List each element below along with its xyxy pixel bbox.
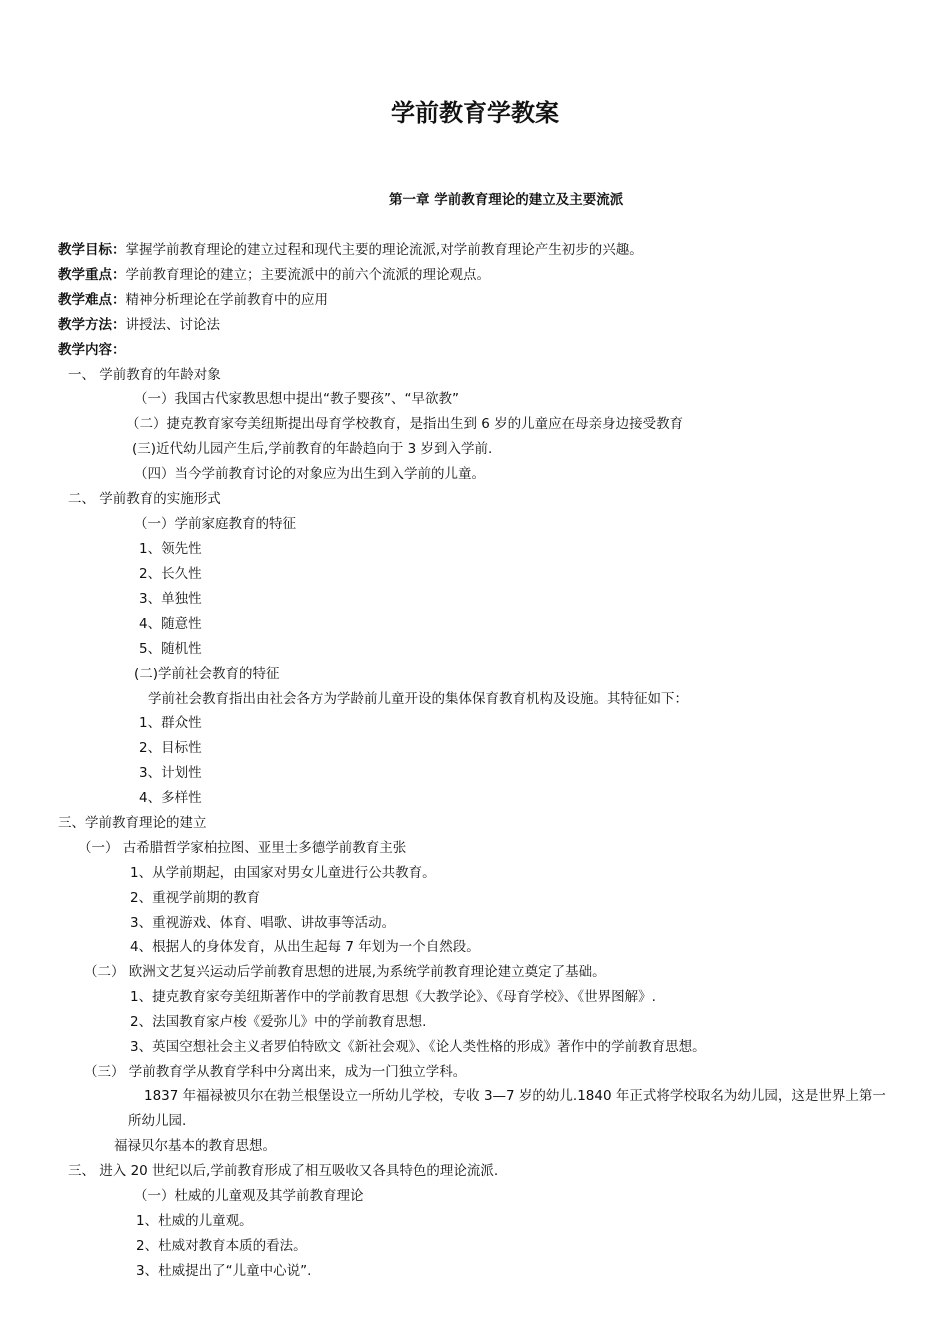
meta-label: 教学难点： xyxy=(58,292,126,308)
list-item: 3、计划性 xyxy=(139,765,202,781)
list-item: 3、单独性 xyxy=(139,591,202,607)
section-heading: 三、学前教育理论的建立 xyxy=(58,815,207,831)
subsection-heading: （一） 古希腊哲学家柏拉图、亚里士多德学前教育主张 xyxy=(78,840,407,856)
list-item: 1、群众性 xyxy=(139,715,202,731)
list-item: 4、根据人的身体发育，从出生起每 7 年划为一个自然段。 xyxy=(130,939,480,955)
meta-text: 掌握学前教育理论的建立过程和现代主要的理论流派,对学前教育理论产生初步的兴趣。 xyxy=(125,242,643,258)
list-item: 1、领先性 xyxy=(139,541,202,557)
list-item: 2、长久性 xyxy=(139,566,202,582)
chapter-heading: 第一章 学前教育理论的建立及主要流派 xyxy=(389,192,624,208)
meta-label: 教学重点： xyxy=(58,267,126,283)
meta-content xyxy=(58,341,126,359)
paragraph: 福禄贝尔基本的教育思想。 xyxy=(114,1138,276,1154)
meta-label: 教学内容： xyxy=(58,342,126,358)
list-item: 4、随意性 xyxy=(139,616,202,632)
section-heading: 二、 学前教育的实施形式 xyxy=(68,491,221,507)
list-item: （四）当今学前教育讨论的对象应为出生到入学前的儿童。 xyxy=(134,466,485,482)
meta-label: 教学方法： xyxy=(58,317,126,333)
paragraph: 1837 年福禄被贝尔在勃兰根堡设立一所幼儿学校，专收 3—7 岁的幼儿.1840 年正式将学校取名为幼儿园，这是世界上第一所幼儿园. xyxy=(128,1088,886,1129)
meta-difficulties xyxy=(58,291,328,309)
list-item: 5、随机性 xyxy=(139,641,202,657)
subsection-heading: （三） 学前教育学从教育学科中分离出来，成为一门独立学科。 xyxy=(84,1064,467,1080)
list-item: 2、杜威对教育本质的看法。 xyxy=(136,1238,307,1254)
meta-text: 学前教育理论的建立；主要流派中的前六个流派的理论观点。 xyxy=(125,267,490,283)
section-heading: 三、 进入 20 世纪以后,学前教育形成了相互吸收又各具特色的理论流派. xyxy=(68,1163,499,1179)
section-heading: 一、 学前教育的年龄对象 xyxy=(68,367,221,383)
list-item: 3、杜威提出了“儿童中心说”. xyxy=(136,1263,312,1279)
list-item: 4、多样性 xyxy=(139,790,202,806)
list-item: 1、捷克教育家夸美纽斯著作中的学前教育思想《大教学论》、《母育学校》、《世界图解》. xyxy=(130,989,656,1005)
list-item: 1、杜威的儿童观。 xyxy=(136,1213,253,1229)
subsection-heading: （二） 欧洲文艺复兴运动后学前教育思想的进展,为系统学前教育理论建立奠定了基础。 xyxy=(84,964,606,980)
list-item: 2、目标性 xyxy=(139,740,202,756)
list-item: （二）捷克教育家夸美纽斯提出母育学校教育，是指出生到 6 岁的儿童应在母亲身边接受教育 xyxy=(126,416,684,432)
list-item: 3、重视游戏、体育、唱歌、讲故事等活动。 xyxy=(130,915,396,931)
subsection-heading: (二)学前社会教育的特征 xyxy=(134,666,280,682)
list-item: 2、法国教育家卢梭《爱弥儿》中的学前教育思想. xyxy=(130,1014,427,1030)
document-title: 学前教育学教案 xyxy=(391,99,559,127)
list-item: 1、从学前期起，由国家对男女儿童进行公共教育。 xyxy=(130,865,436,881)
meta-text: 讲授法、讨论法 xyxy=(125,317,220,333)
meta-text: 精神分析理论在学前教育中的应用 xyxy=(125,292,328,308)
meta-key-points xyxy=(58,266,490,284)
list-item: 3、英国空想社会主义者罗伯特欧文《新社会观》、《论人类性格的形成》著作中的学前教育思想。 xyxy=(130,1039,706,1055)
list-item: 2、重视学前期的教育 xyxy=(130,890,261,906)
meta-objective xyxy=(58,241,643,259)
list-item: （一）我国古代家教思想中提出“教子婴孩”、“早欲教” xyxy=(134,391,459,407)
meta-methods xyxy=(58,316,220,334)
paragraph: 学前社会教育指出由社会各方为学龄前儿童开设的集体保育教育机构及设施。其特征如下： xyxy=(148,691,688,707)
subsection-heading: （一）杜威的儿童观及其学前教育理论 xyxy=(134,1188,364,1204)
meta-label: 教学目标： xyxy=(58,242,126,258)
subsection-heading: （一）学前家庭教育的特征 xyxy=(134,516,296,532)
list-item: (三)近代幼儿园产生后,学前教育的年龄趋向于 3 岁到入学前. xyxy=(132,441,493,457)
